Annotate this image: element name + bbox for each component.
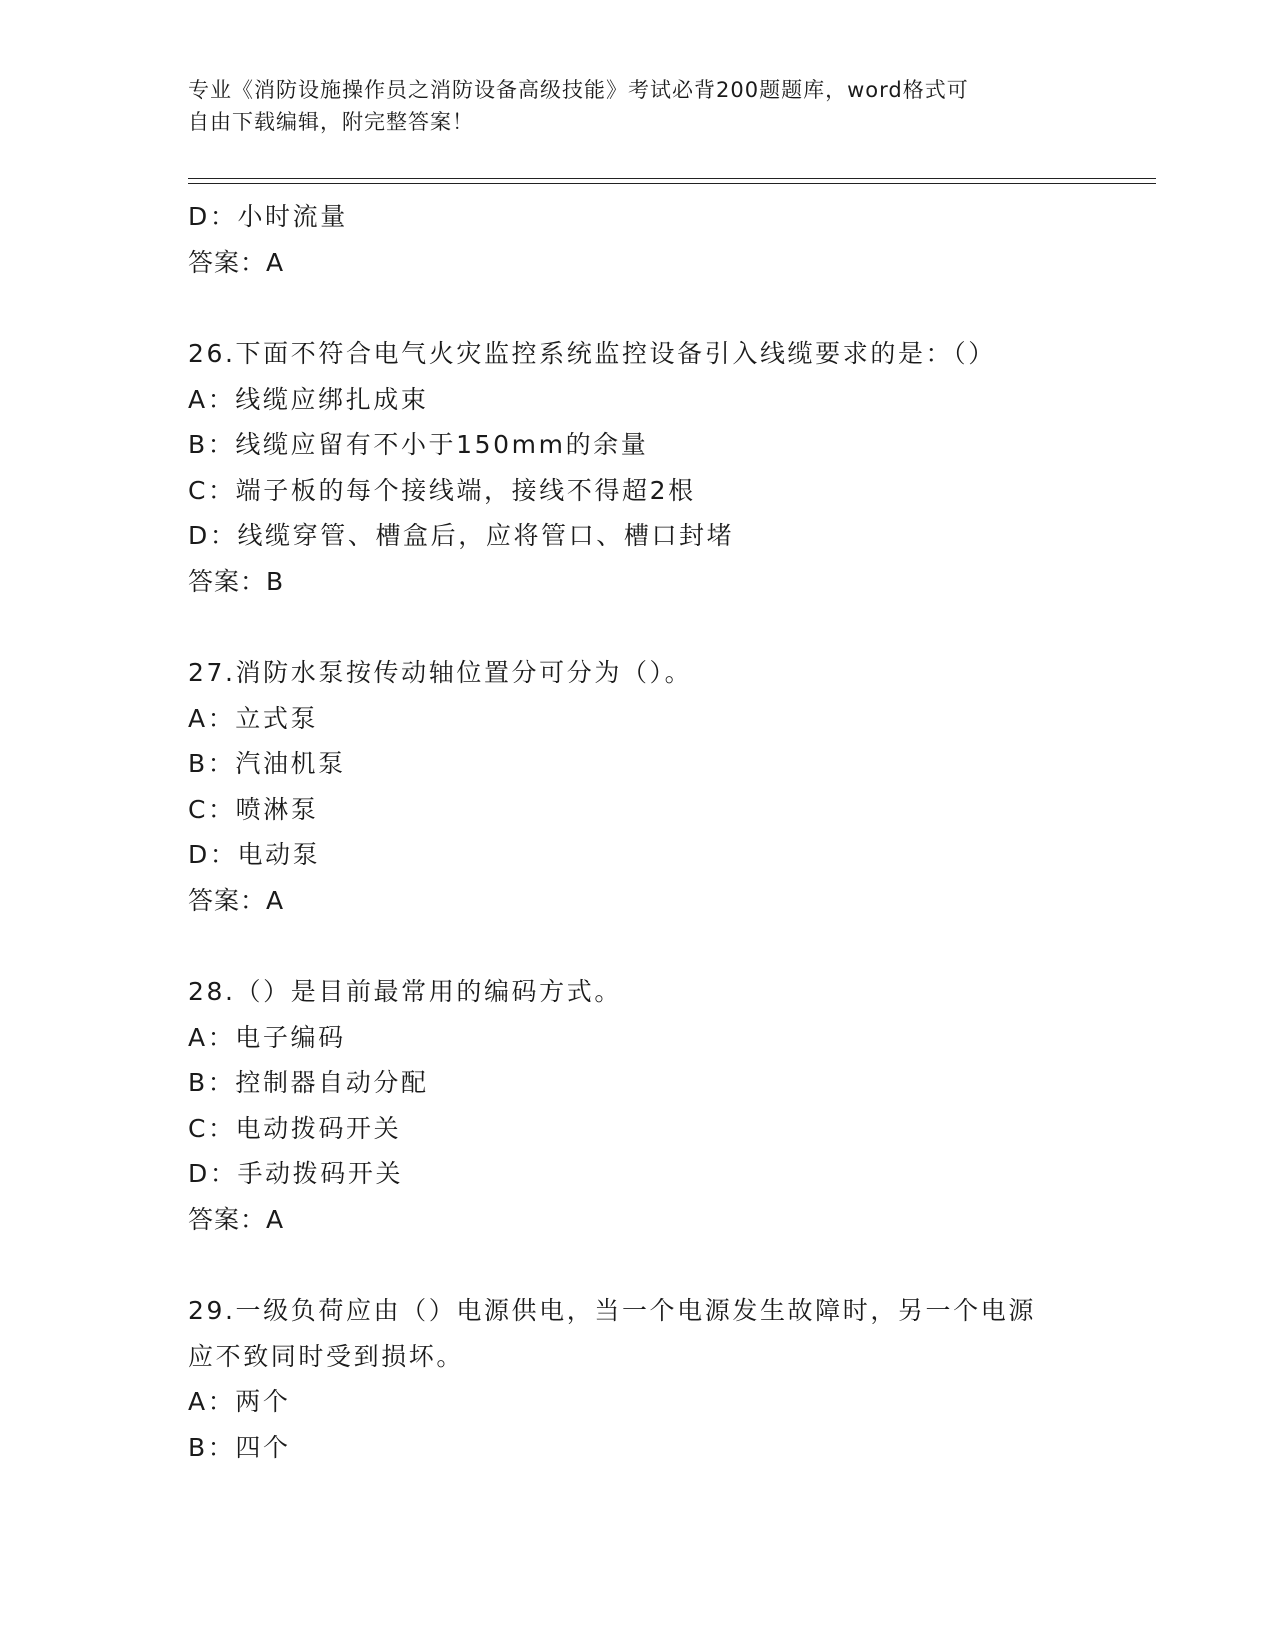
q28-option-b: B：控制器自动分配 <box>188 1068 429 1097</box>
q28-option-d: D：手动拨码开关 <box>188 1159 404 1188</box>
q29-option-a: A：两个 <box>188 1387 291 1416</box>
spacer <box>188 285 1088 331</box>
prev-option-d: D：小时流量 <box>188 202 348 231</box>
prev-answer: 答案：A <box>188 247 285 277</box>
q27-option-c: C：喷淋泵 <box>188 794 319 824</box>
q29-option-b: B：四个 <box>188 1432 291 1462</box>
question-list <box>188 194 1088 1470</box>
q27-option-d: D：电动泵 <box>188 840 321 869</box>
q26-option-c: C：端子板的每个接线端，接线不得超2根 <box>188 475 696 505</box>
q27-option-b: B：汽油机泵 <box>188 749 346 778</box>
spacer <box>188 923 1088 969</box>
q27-answer: 答案：A <box>188 885 285 915</box>
header-divider-bottom <box>188 183 1156 184</box>
q27-option-a: A：立式泵 <box>188 703 319 733</box>
spacer <box>188 604 1088 650</box>
q27-question: 27.消防水泵按传动轴位置分可分为（）。 <box>188 658 693 687</box>
q28-option-c: C：电动拨码开关 <box>188 1113 402 1143</box>
q29-question-line-1: 29.一级负荷应由（）电源供电，当一个电源发生故障时，另一个电源 <box>188 1296 1036 1325</box>
header-line-1: 专业《消防设施操作员之消防设备高级技能》考试必背200题题库，word格式可 <box>188 78 969 102</box>
header-line-2: 自由下载编辑，附完整答案！ <box>188 110 474 134</box>
q26-question: 26.下面不符合电气火灾监控系统监控设备引入线缆要求的是：（） <box>188 339 996 368</box>
q26-answer: 答案：B <box>188 566 285 596</box>
q28-answer: 答案：A <box>188 1204 285 1234</box>
q26-option-a: A：线缆应绑扎成束 <box>188 384 429 414</box>
q28-option-a: A：电子编码 <box>188 1022 346 1052</box>
document-header <box>188 74 1088 138</box>
header-divider-top <box>188 178 1156 179</box>
q29-question-line-2: 应不致同时受到损坏。 <box>188 1341 465 1371</box>
q26-option-d: D：线缆穿管、槽盒后，应将管口、槽口封堵 <box>188 521 735 550</box>
q26-option-b: B：线缆应留有不小于150mm的余量 <box>188 430 649 459</box>
spacer <box>188 1242 1088 1288</box>
q28-question: 28.（）是目前最常用的编码方式。 <box>188 977 622 1006</box>
